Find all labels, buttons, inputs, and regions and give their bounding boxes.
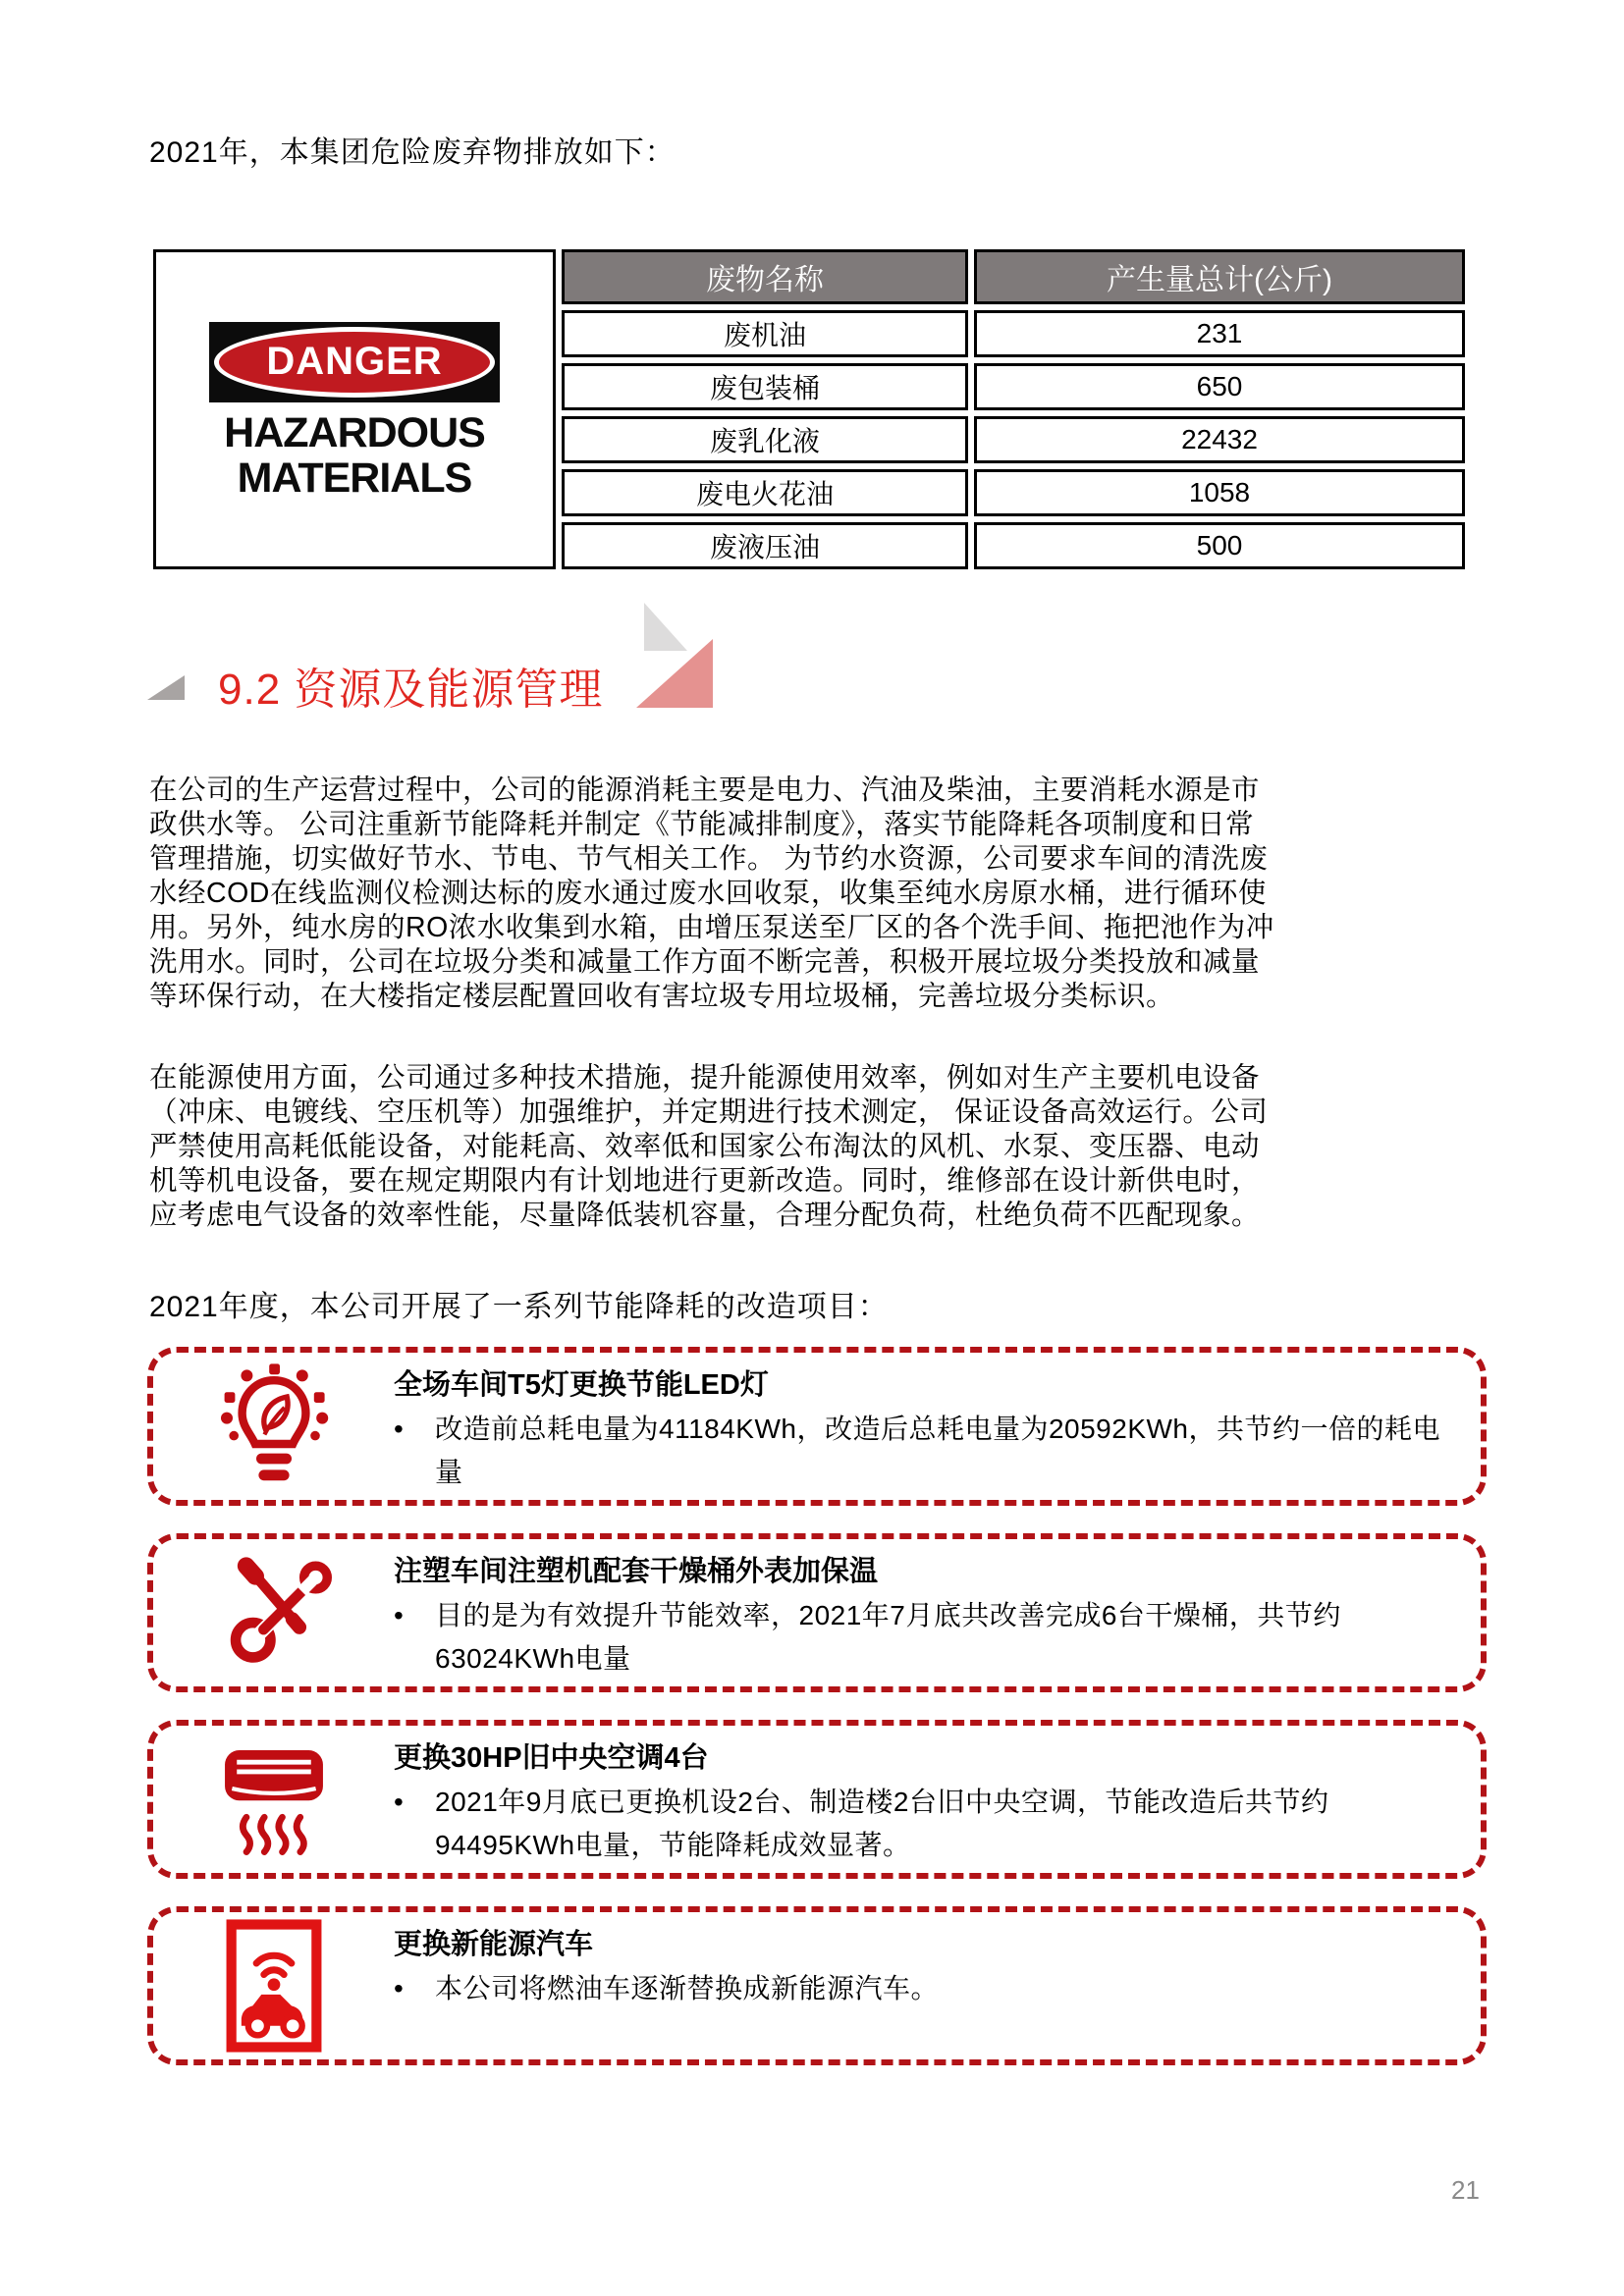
project-bullet — [394, 1781, 1451, 1867]
project-bullet-text: 改造前总耗电量为41184KWh，改造后总耗电量为20592KWh，共节约一倍的耗电量 — [435, 1414, 1440, 1487]
paragraph-line: 水经COD在线监测仪检测达标的废水通过废水回收泵，收集至纯水房原水桶，进行循环使 — [149, 878, 1267, 909]
project-box-insulation — [147, 1533, 1487, 1692]
paragraph-line: 等环保行动，在大楼指定楼层配置回收有害垃圾专用垃圾桶，完善垃圾分类标识。 — [149, 981, 1175, 1012]
waste-table — [147, 243, 1471, 575]
bullet-marker: • — [394, 1600, 404, 1630]
paragraph-line: 机等机电设备，要在规定期限内有计划地进行更新改造。同时，维修部在设计新供电时， — [149, 1165, 1261, 1197]
waste-amount: 22432 — [974, 416, 1465, 463]
bullet-marker: • — [394, 1414, 404, 1444]
hazardous-word: HAZARDOUS — [224, 408, 485, 456]
hazard-sign-cell — [153, 249, 556, 569]
waste-name: 废液压油 — [562, 522, 968, 569]
section-right-gray-triangle — [644, 603, 687, 651]
project-bullet — [394, 1967, 1451, 2010]
paragraph-line: 严禁使用高耗低能设备，对能耗高、效率低和国家公布淘汰的风机、水泵、变压器、电动 — [149, 1131, 1261, 1162]
intro-text: 2021年，本集团危险废弃物排放如下： — [149, 136, 676, 169]
waste-name: 废乳化液 — [562, 416, 968, 463]
danger-label: DANGER — [266, 340, 443, 384]
materials-word: MATERIALS — [237, 454, 472, 502]
paragraph-line: 在公司的生产运营过程中，公司的能源消耗主要是电力、汽油及柴油，主要消耗水源是市 — [149, 774, 1261, 806]
project-bullet-text: 本公司将燃油车逐渐替换成新能源汽车。 — [435, 1973, 940, 2003]
ev-car-icon — [153, 1912, 394, 2059]
waste-name: 废包装桶 — [562, 363, 968, 410]
paragraph-line: （冲床、电镀线、空压机等）加强维护，并定期进行技术测定， 保证设备高效运行。公司 — [149, 1096, 1269, 1128]
danger-sign-black-panel — [209, 322, 500, 402]
paragraph-line: 在能源使用方面，公司通过多种技术措施，提升能源使用效率，例如对生产主要机电设备 — [149, 1062, 1261, 1094]
project-body — [394, 1539, 1481, 1686]
page-number: 21 — [1451, 2175, 1480, 2205]
paragraph-line: 应考虑电气设备的效率性能，尽量降低装机容量，合理分配负荷，杜绝负荷不匹配现象。 — [149, 1200, 1261, 1231]
col-header-amount: 产生量总计(公斤) — [974, 249, 1465, 304]
project-title: 注塑车间注塑机配套干燥桶外表加保温 — [394, 1556, 879, 1587]
section-left-triangle — [147, 675, 185, 700]
project-bullet-text: 目的是为有效提升节能效率，2021年7月底共改善完成6台干燥桶，共节约63024KWh电量 — [435, 1600, 1341, 1674]
paragraph-energy-usage — [149, 1061, 1490, 1233]
waste-name: 废机油 — [562, 310, 968, 357]
col-header-waste-name: 废物名称 — [562, 249, 968, 304]
project-box-ac — [147, 1720, 1487, 1879]
paragraph-line: 洗用水。同时，公司在垃圾分类和减量工作方面不断完善，积极开展垃圾分类投放和减量 — [149, 946, 1261, 978]
bullet-marker: • — [394, 1787, 404, 1817]
bullet-marker: • — [394, 1973, 404, 2003]
waste-amount: 650 — [974, 363, 1465, 410]
project-body — [394, 1353, 1481, 1500]
project-box-ev — [147, 1906, 1487, 2065]
waste-amount: 231 — [974, 310, 1465, 357]
projects-heading: 2021年度，本公司开展了一系列节能降耗的改造项目： — [149, 1291, 889, 1323]
project-body — [394, 1726, 1481, 1873]
table-header-row — [153, 249, 1465, 304]
section-title: 9.2 资源及能源管理 — [218, 666, 604, 714]
project-box-led — [147, 1347, 1487, 1506]
paragraph-water-energy — [149, 774, 1490, 1014]
project-title: 更换新能源汽车 — [394, 1929, 594, 1960]
project-bullet-text: 2021年9月底已更换机设2台、制造楼2台旧中央空调，节能改造后共节约94495KWh电量，节能降耗成效显著。 — [435, 1787, 1329, 1860]
led-bulb-icon — [153, 1353, 394, 1500]
danger-hazardous-materials-sign — [209, 322, 500, 502]
waste-name: 废电火花油 — [562, 469, 968, 516]
waste-amount: 500 — [974, 522, 1465, 569]
paragraph-line: 用。另外，纯水房的RO浓水收集到水箱，由增压泵送至厂区的各个洗手间、拖把池作为冲 — [149, 912, 1274, 943]
project-bullet — [394, 1408, 1451, 1494]
waste-table-wrap — [147, 243, 1471, 575]
paragraph-line: 管理措施，切实做好节水、节电、节气相关工作。 为节约水资源，公司要求车间的清洗废 — [149, 843, 1269, 875]
project-title: 全场车间T5灯更换节能LED灯 — [394, 1369, 769, 1401]
hazardous-materials-label — [209, 410, 500, 502]
project-body — [394, 1912, 1481, 2059]
paragraph-line: 政供水等。 公司注重新节能降耗并制定《节能减排制度》，落实节能降耗各项制度和日常 — [149, 809, 1255, 840]
tools-icon — [153, 1539, 394, 1686]
waste-amount: 1058 — [974, 469, 1465, 516]
danger-ellipse — [214, 327, 495, 398]
project-bullet — [394, 1594, 1451, 1681]
air-conditioner-icon — [153, 1726, 394, 1873]
project-title: 更换30HP旧中央空调4台 — [394, 1742, 709, 1774]
